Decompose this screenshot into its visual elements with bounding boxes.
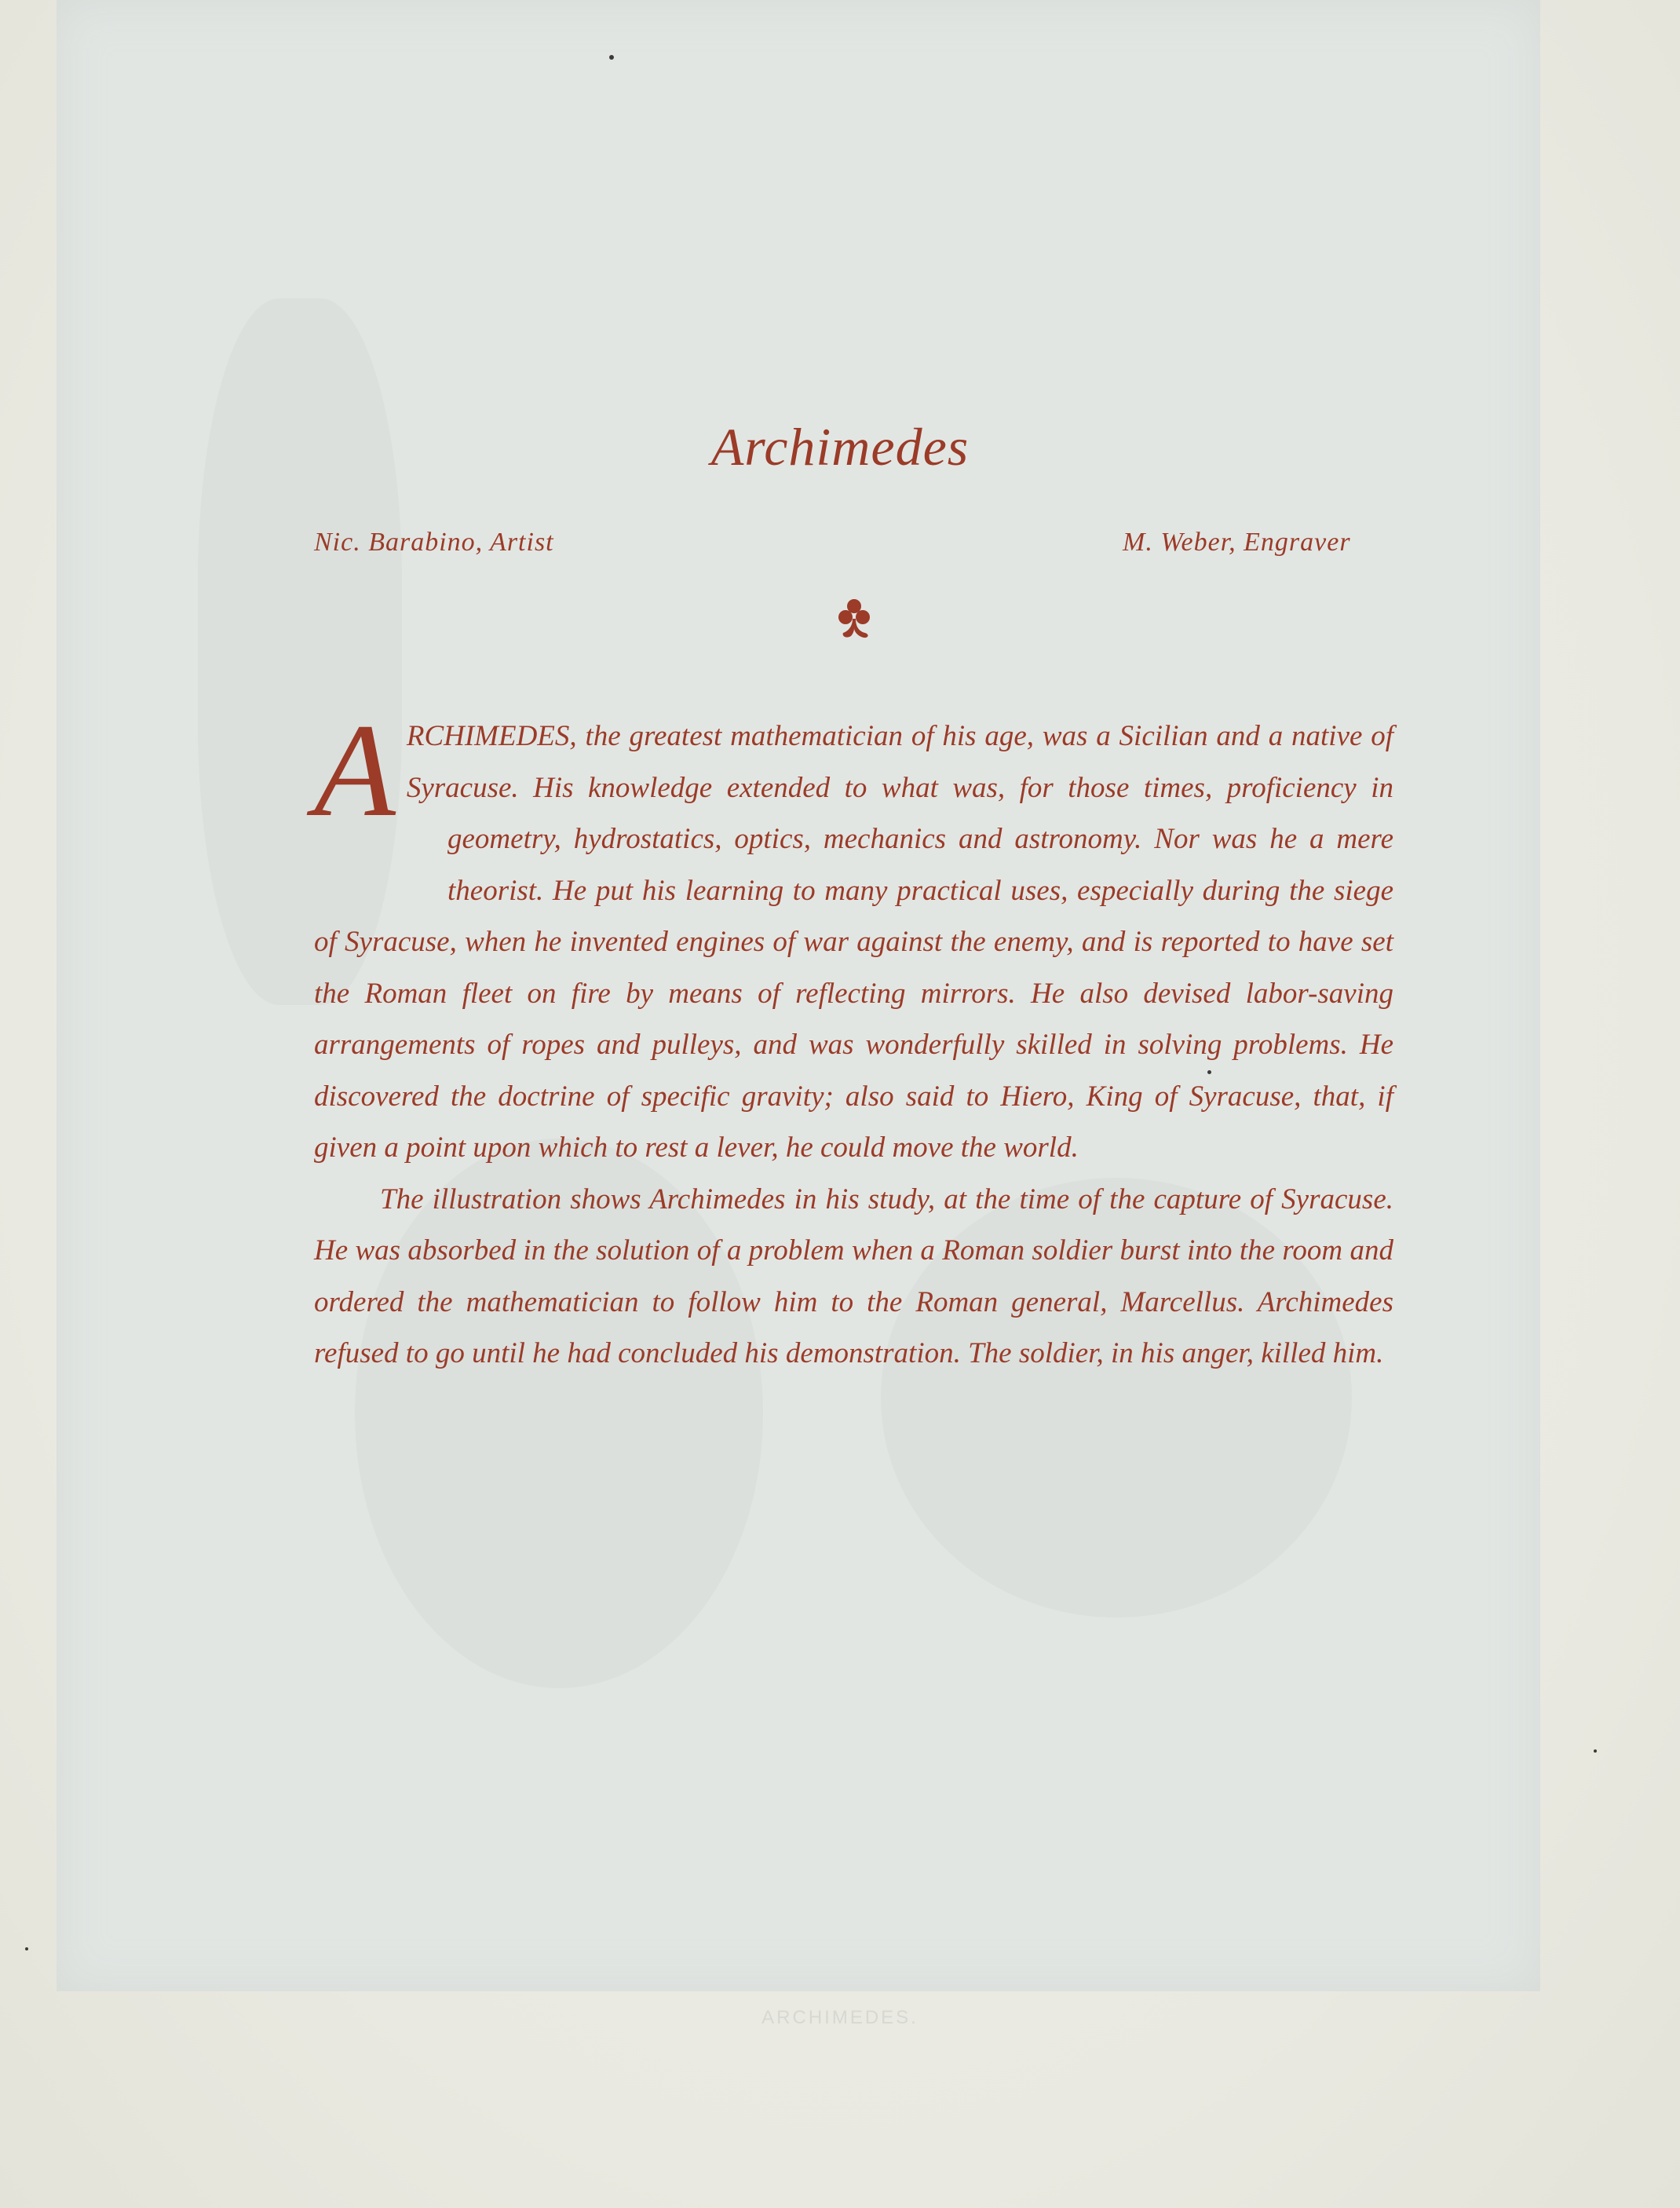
ink-speck	[1594, 1749, 1597, 1753]
paragraph-1	[314, 696, 1393, 1174]
ink-speck	[609, 55, 614, 60]
article-body	[314, 696, 1393, 1380]
paragraph-1-text: RCHIMEDES, the greatest mathematician of his age, was a Sicilian and a native of Syracuse. His knowledge extended to what was, for those times, proficiency in geometry, hydrostatics, optics, mechanics and astronomy. Nor was he a mere theorist. He put his learning to many practical uses, especially during the siege of Syracuse, when he invented engines of war against the enemy, and is reported to have set the Roman fleet on fire by means of reflecting mirrors. He also devised labor-saving arrangements of ropes and pulleys, and was wonderfully skilled in solving problems. He discovered the doctrine of specific gravity; also said to Hiero, King of Syracuse, that, if given a point upon which to rest a lever, he could move the world.	[314, 720, 1393, 1164]
ink-speck	[1207, 1070, 1211, 1074]
paragraph-2: The illustration shows Archimedes in his study, at the time of the capture of Syracuse. He was absorbed in the solution of a problem when a Roman soldier burst into the room and ordered the mathematician to follow him to the Roman general, Marcellus. Archimedes refused to go until he had concluded his demonstration. The soldier, in his anger, killed him.	[314, 1183, 1393, 1369]
page-title: Archimedes	[710, 417, 970, 477]
plate-caption: ARCHIMEDES.	[761, 2007, 919, 2028]
drop-cap: A	[314, 696, 396, 844]
engraver-credit: M. Weber, Engraver	[1123, 528, 1351, 557]
club-ornament-icon	[837, 597, 871, 641]
artist-credit: Nic. Barabino, Artist	[314, 528, 554, 557]
ink-speck	[25, 1947, 28, 1950]
drop-cap-spacer	[314, 825, 447, 880]
